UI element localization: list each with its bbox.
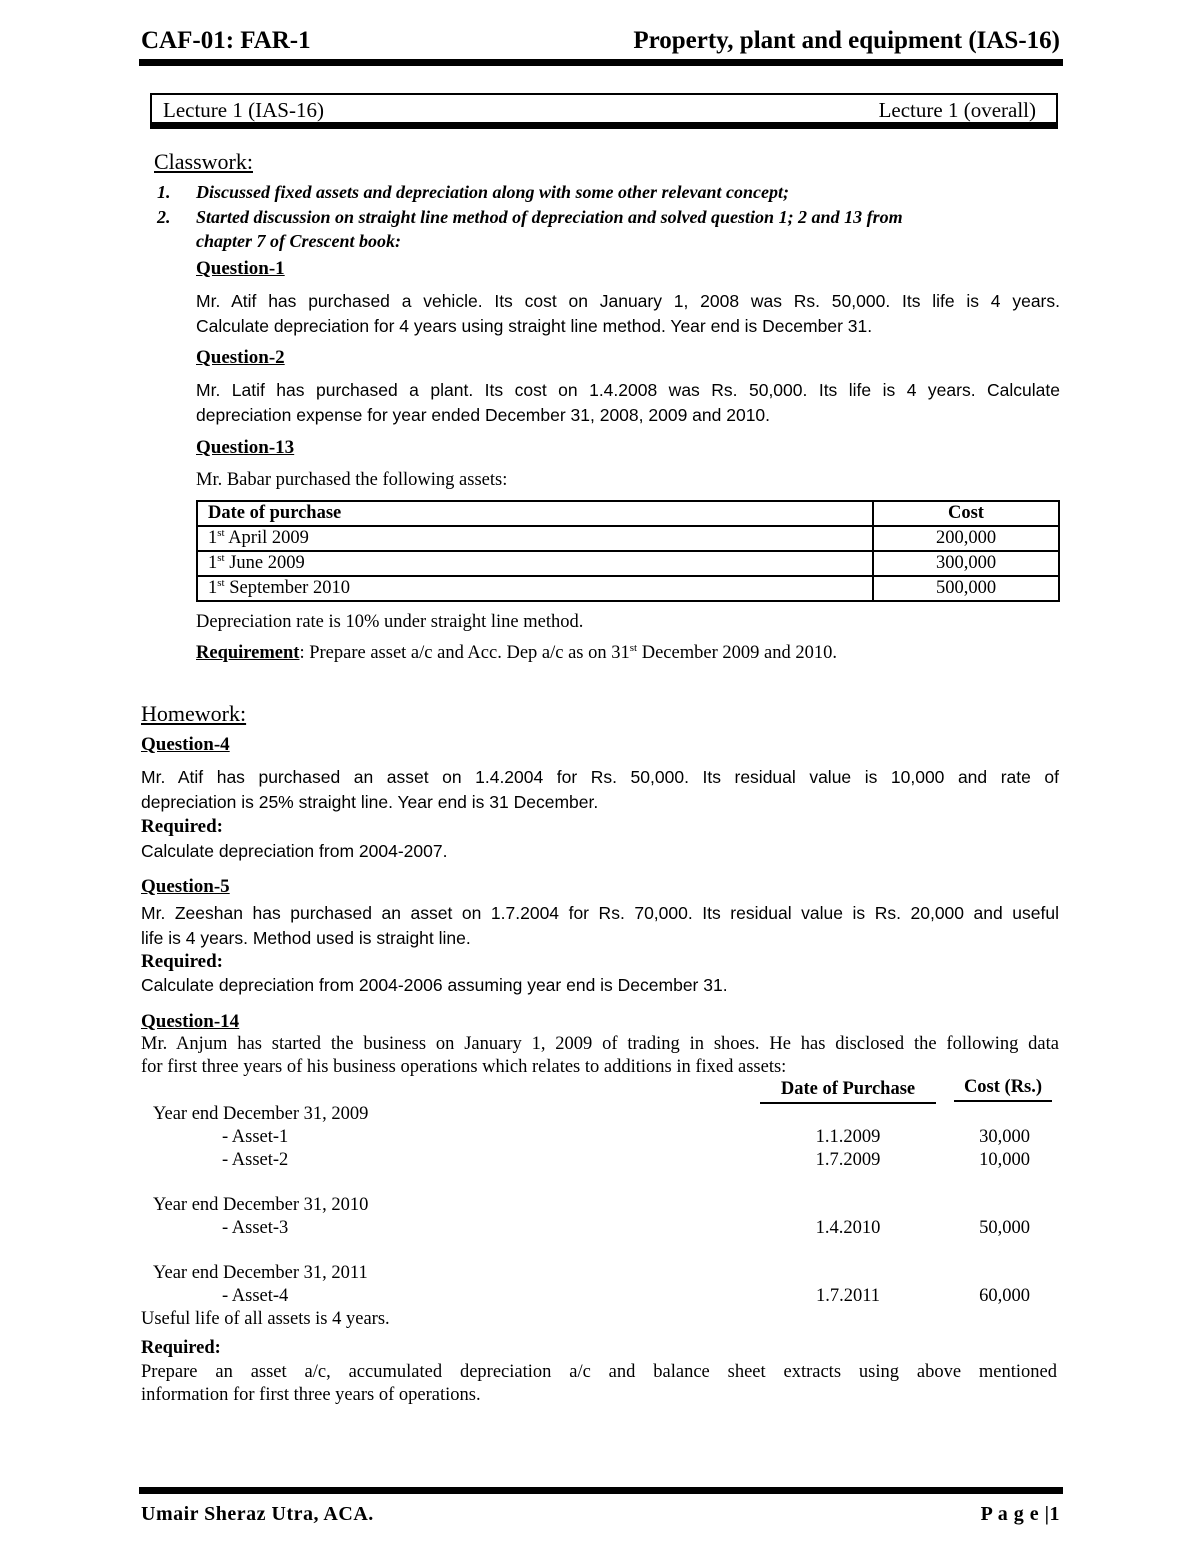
- text-line: for first three years of his business operations which relates to additions in fixed assets:: [141, 1057, 787, 1077]
- text-line: Calculate depreciation for 4 years using straight line method. Year end is December 31.: [196, 316, 873, 336]
- asset-date: 1.4.2010: [815, 1218, 881, 1238]
- date-rest: June 2009: [224, 553, 305, 574]
- q4-required-label: Required:: [141, 816, 223, 837]
- asset-name: - Asset-2: [222, 1150, 289, 1170]
- question-2-heading: Question-2: [196, 347, 285, 368]
- asset-cost: 10,000: [979, 1150, 1030, 1170]
- course-code: CAF-01: FAR-1: [141, 27, 311, 54]
- page-num: 1: [1049, 1503, 1060, 1525]
- cost-header: Cost (Rs.): [954, 1077, 1052, 1102]
- table-row: [197, 551, 1059, 576]
- header-rule: [139, 59, 1063, 66]
- date-cell: [197, 576, 873, 601]
- date-day: 1: [208, 553, 218, 574]
- asset-date: 1.7.2011: [815, 1286, 881, 1306]
- q4-required-text: Calculate depreciation from 2004-2007.: [141, 841, 448, 861]
- table-row: [197, 526, 1059, 551]
- list-item: Started discussion on straight line method of depreciation and solved question 1; 2 and 13 from: [196, 207, 903, 227]
- text-line: depreciation expense for year ended December 31, 2008, 2009 and 2010.: [196, 405, 771, 425]
- requirement-label: Requirement: [196, 643, 300, 664]
- depreciation-rate-note: Depreciation rate is 10% under straight line method.: [196, 612, 584, 632]
- list-item-continued: chapter 7 of Crescent book:: [196, 231, 401, 251]
- text-line: Mr. Latif has purchased a plant. Its cost on 1.4.2008 was Rs. 50,000. Its life is 4 years. Calculate: [196, 380, 1060, 400]
- asset-cost: 60,000: [979, 1286, 1030, 1306]
- date-of-purchase-header: Date of Purchase: [760, 1079, 936, 1104]
- asset-date: 1.1.2009: [815, 1127, 881, 1147]
- year-label: Year end December 31, 2011: [153, 1263, 368, 1283]
- asset-name: - Asset-4: [222, 1286, 289, 1306]
- question-2-body: [196, 378, 1060, 428]
- question-13-intro: Mr. Babar purchased the following assets:: [196, 470, 508, 490]
- cost-cell: 200,000: [873, 526, 1059, 551]
- question-14-body: [141, 1033, 1059, 1079]
- text-line: Prepare an asset a/c, accumulated depreciation a/c and balance sheet extracts using above mentioned: [141, 1362, 1057, 1382]
- date-rest: April 2009: [224, 528, 309, 549]
- date-suffix: st: [217, 527, 225, 540]
- question-5-body: [141, 901, 1059, 951]
- cost-cell: 300,000: [873, 551, 1059, 576]
- date-cell: [197, 551, 873, 576]
- text-line: depreciation is 25% straight line. Year end is 31 December.: [141, 792, 599, 812]
- lecture-box: [150, 93, 1058, 129]
- text-line: Mr. Zeeshan has purchased an asset on 1.7.2004 for Rs. 70,000. Its residual value is Rs. 20,000 and useful: [141, 903, 1059, 923]
- lecture-label-left: Lecture 1 (IAS-16): [163, 98, 324, 122]
- asset-name: - Asset-1: [222, 1127, 289, 1147]
- question-4-heading: Question-4: [141, 734, 230, 755]
- date-cell: [197, 526, 873, 551]
- date-day: 1: [208, 578, 218, 599]
- text-line: Mr. Atif has purchased an asset on 1.4.2004 for Rs. 50,000. Its residual value is 10,000 and rate of: [141, 767, 1059, 787]
- q14-required-text: [141, 1361, 1057, 1407]
- useful-life-note: Useful life of all assets is 4 years.: [141, 1309, 390, 1329]
- date-suffix: st: [217, 577, 225, 590]
- question-1-body: [196, 289, 1060, 339]
- list-number: 1.: [157, 182, 171, 202]
- author-name: Umair Sheraz Utra, ACA.: [141, 1503, 374, 1525]
- year-label: Year end December 31, 2009: [153, 1104, 369, 1124]
- text-line: Mr. Atif has purchased a vehicle. Its cost on January 1, 2008 was Rs. 50,000. Its life is 4 years.: [196, 291, 1060, 311]
- date-day: 1: [208, 528, 218, 549]
- requirement-line: [196, 637, 837, 665]
- date-suffix: st: [629, 642, 638, 654]
- text-line: information for first three years of operations.: [141, 1385, 481, 1405]
- text-line: Mr. Anjum has started the business on January 1, 2009 of trading in shoes. He has disclosed the following data: [141, 1034, 1059, 1054]
- list-number: 2.: [157, 207, 171, 227]
- list-item: Discussed fixed assets and depreciation along with some other relevant concept;: [196, 182, 789, 202]
- asset-cost: 50,000: [979, 1218, 1030, 1238]
- q14-required-label: Required:: [141, 1338, 221, 1358]
- page-label: P a g e: [980, 1503, 1040, 1525]
- cost-cell: 500,000: [873, 576, 1059, 601]
- text-line: life is 4 years. Method used is straight line.: [141, 928, 471, 948]
- table-header-row: [197, 501, 1059, 526]
- asset-date: 1.7.2009: [815, 1150, 881, 1170]
- date-suffix: st: [217, 552, 225, 565]
- asset-name: - Asset-3: [222, 1218, 289, 1238]
- page-number: [981, 1503, 1060, 1526]
- year-label: Year end December 31, 2010: [153, 1195, 369, 1215]
- question-4-body: [141, 765, 1059, 815]
- asset-cost: 30,000: [979, 1127, 1030, 1147]
- assets-table: [196, 500, 1060, 602]
- requirement-text: December 2009 and 2010.: [637, 643, 837, 664]
- col-date-header: Date of purchase: [197, 501, 873, 526]
- classwork-heading: Classwork:: [154, 149, 253, 174]
- question-1-heading: Question-1: [196, 258, 285, 279]
- page-separator: |: [1044, 1503, 1050, 1525]
- q5-required-label: Required:: [141, 951, 223, 972]
- question-5-heading: Question-5: [141, 876, 230, 897]
- question-13-heading: Question-13: [196, 437, 295, 458]
- q5-required-text: Calculate depreciation from 2004-2006 assuming year end is December 31.: [141, 975, 728, 995]
- requirement-text: : Prepare asset a/c and Acc. Dep a/c as on 31: [299, 643, 630, 664]
- question-14-heading: Question-14: [141, 1011, 240, 1032]
- homework-heading: Homework:: [141, 701, 247, 726]
- col-cost-header: Cost: [873, 501, 1059, 526]
- date-rest: September 2010: [224, 578, 350, 599]
- lecture-label-right: Lecture 1 (overall): [878, 98, 1036, 122]
- chapter-title: Property, plant and equipment (IAS-16): [633, 27, 1060, 54]
- table-row: [197, 576, 1059, 601]
- footer-rule: [139, 1487, 1063, 1494]
